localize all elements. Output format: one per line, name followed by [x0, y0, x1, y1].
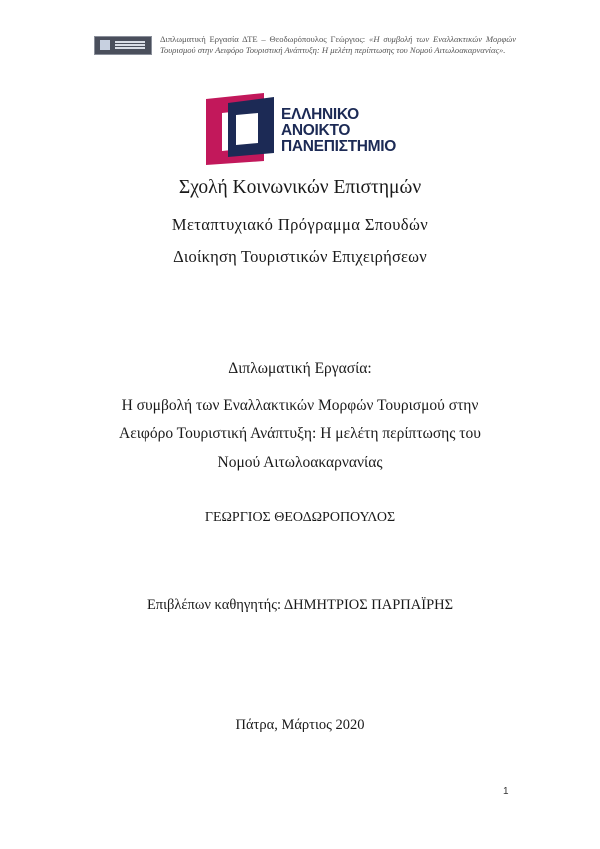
- program-name: Μεταπτυχιακό Πρόγραμμα Σπουδών: [171, 215, 429, 234]
- supervisor: Επιβλέπων καθηγητής: ΔΗΜΗΤΡΙΟΣ ΠΑΡΠΑΪΡΗΣ: [146, 597, 454, 613]
- logo-line-2: ΑΝΟΙΚΤΟ: [281, 122, 351, 139]
- thesis-title-line-3: Νομού Αιτωλοακαρνανίας: [217, 454, 383, 471]
- eap-small-logo-icon: [94, 36, 152, 55]
- running-header-plain: Διπλωματική Εργασία ΔΤΕ – Θεοδωρόπουλος Γεώργιος:: [160, 34, 366, 44]
- logo-line-3: ΠΑΝΕΠΙΣΤΗΜΙΟ: [281, 138, 397, 155]
- department-name: Διοίκηση Τουριστικών Επιχειρήσεων: [173, 247, 427, 266]
- running-header-title: «Η συμβολή των Εναλλακτικών Μορφών Τουρισμού στην Αειφόρο Τουριστική Ανάπτυξη: Η μελέτη περίπτωσης του Νομού Αιτωλοακαρνανίας».: [160, 34, 517, 55]
- logo-line-1: ΕΛΛΗΝΙΚΟ: [281, 106, 359, 123]
- thesis-label: Διπλωματική Εργασία:: [228, 360, 372, 377]
- page-number: 1: [503, 786, 509, 797]
- thesis-title-line-1: Η συμβολή των Εναλλακτικών Μορφών Τουρισμού στην: [121, 397, 479, 414]
- running-header: [86, 34, 516, 56]
- place-date: Πάτρα, Μάρτιος 2020: [235, 717, 365, 733]
- thesis-title-line-2: Αειφόρο Τουριστική Ανάπτυξη: Η μελέτη περίπτωσης του: [119, 425, 481, 442]
- school-name: Σχολή Κοινωνικών Επιστημών: [178, 177, 422, 198]
- hou-logo-text: [281, 107, 396, 155]
- author-name: ΓΕΩΡΓΙΟΣ ΘΕΟΔΩΡΟΠΟΥΛΟΣ: [204, 510, 396, 525]
